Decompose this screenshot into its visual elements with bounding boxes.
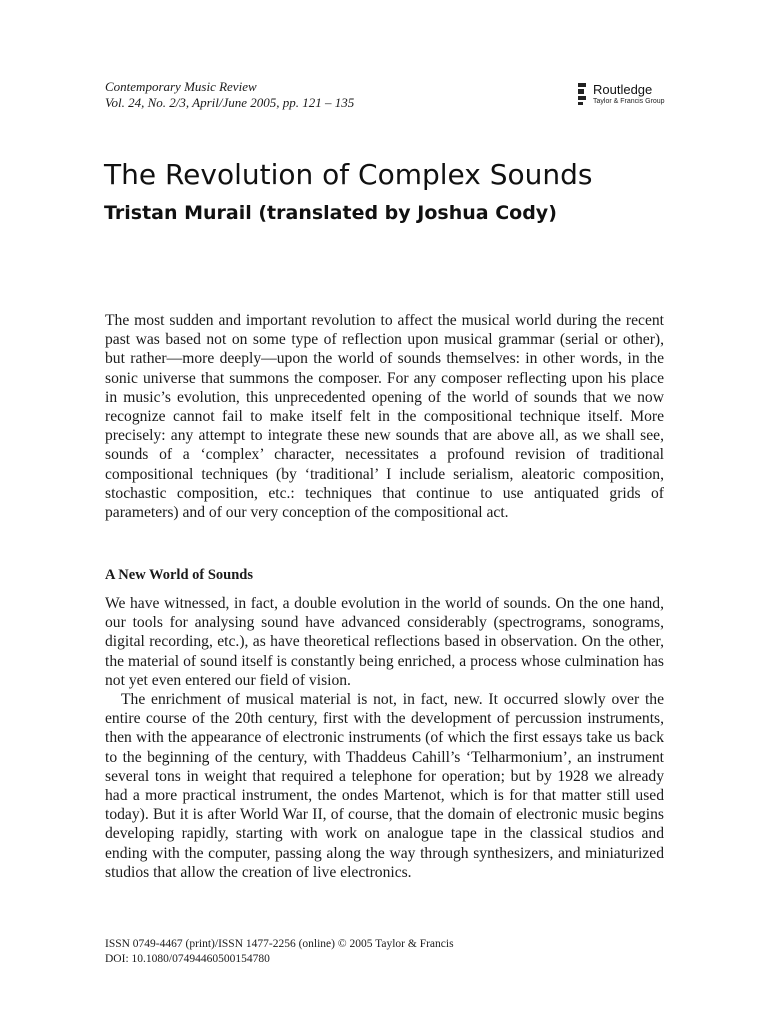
journal-header (105, 79, 354, 111)
abstract-text: The most sudden and important revolution to affect the musical world during the recent past was based not on some type of reflection upon musical grammar (serial or other), but rather—more deeply—upon the world of sounds themselves: in other words, in the sonic universe that summons the composer. For any composer reflecting upon his place in music’s evolution, this unprecedented opening of the world of sounds that we now recognize cannot fail to make itself felt in the compositional technique itself. More precisely: any attempt to integrate these new sounds that are above all, as we shall see, sounds of a ‘complex’ character, necessitates a profound revision of traditional compositional techniques (by ‘traditional’ I include serialism, aleatoric composition, stochastic composition, etc.: techniques that continue to use antiquated grids of parameters) and of our very conception of the compositional act. (105, 312, 664, 522)
journal-name: Contemporary Music Review (105, 79, 257, 94)
publisher-group: Taylor & Francis Group (593, 98, 665, 105)
journal-citation: Vol. 24, No. 2/3, April/June 2005, pp. 121 – 135 (105, 95, 355, 110)
footer (105, 937, 454, 967)
publisher-logo (578, 83, 665, 106)
paragraph: The enrichment of musical material is not, in fact, new. It occurred slowly over the entire course of the 20th century, first with the development of percussion instruments, then with the appearance of electronic instruments (of which the first essays take us back to the beginning of the century, with Thaddeus Cahill’s ‘Telharmonium’, an instrument several tons in weight that required a telephone for operation; but by 1928 we already had a more practical instrument, the ondes Martenot, which is for that matter still used today). But it is after World War II, of course, that the domain of electronic music begins developing rapidly, starting with work on analogue tape in the classical studios and ending with the computer, passing along the way through synthesizers, and miniaturized studios that allow the creation of live electronics. (105, 691, 664, 881)
routledge-mark-icon (578, 83, 588, 105)
section-heading: A New World of Sounds (105, 567, 253, 583)
abstract (105, 311, 664, 522)
article-title: The Revolution of Complex Sounds (104, 158, 593, 191)
paragraph: We have witnessed, in fact, a double evolution in the world of sounds. On the one hand, our tools for analysing sound have advanced considerably (spectrograms, sonograms, digital recording, etc.), as have theoretical reflections based in observation. On the other, the material of sound itself is constantly being enriched, a process whose culmination has not yet even entered our field of vision. (105, 595, 664, 689)
article-author: Tristan Murail (translated by Joshua Cody) (104, 202, 557, 224)
issn-line: ISSN 0749-4467 (print)/ISSN 1477-2256 (online) © 2005 Taylor & Francis (105, 938, 454, 950)
publisher-name: Routledge (593, 82, 653, 97)
section-body (105, 594, 664, 882)
doi-line: DOI: 10.1080/07494460500154780 (105, 953, 270, 965)
